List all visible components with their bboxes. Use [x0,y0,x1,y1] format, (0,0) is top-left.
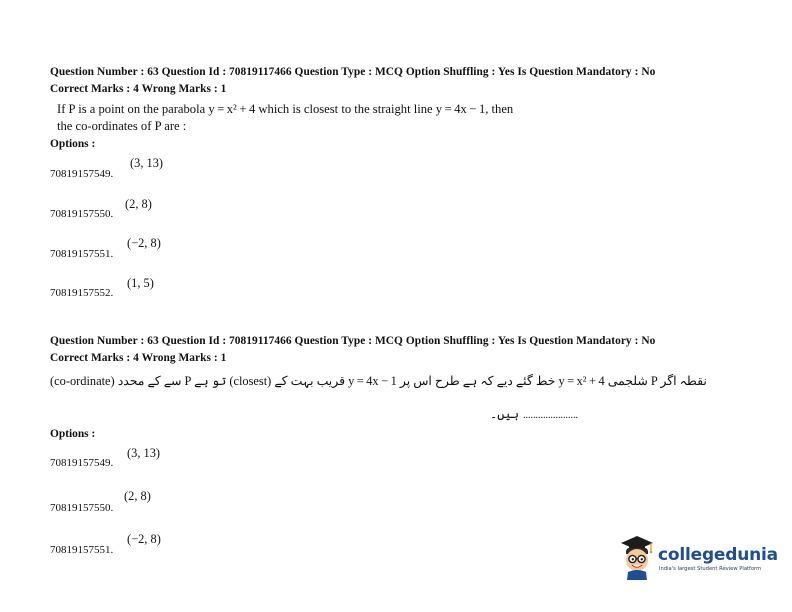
q1-option-id: 70819157549. [50,168,114,180]
q2-option-id: 70819157549. [50,457,114,469]
q2-option-id: 70819157551. [50,544,114,556]
collegedunia-wordmark: collegedunia [658,545,778,565]
q1-marks-line: Correct Marks : 4 Wrong Marks : 1 [50,83,227,95]
q2-options-label: Options : [50,428,96,440]
q2-question-text-urdu-line2 [470,405,578,423]
q1-option-id: 70819157550. [50,208,114,220]
student-mascot-icon [617,534,657,580]
q2-blank-dots: ...................... [523,410,578,421]
collegedunia-tagline: India's largest Student Review Platform [659,566,762,572]
q2-option-value: (−2, 8) [127,532,161,546]
q2-option-value: (3, 13) [127,446,161,460]
q1-option-value: (−2, 8) [127,236,161,250]
q1-question-text-line1: If P is a point on the parabola y = x² + 4 which is closest to the straight line y = 4x − 1, then [57,102,514,116]
q2-option-value: (2, 8) [124,489,151,503]
q1-question-text-line2: the co-ordinates of P are : [57,119,187,133]
q1-option-id: 70819157552. [50,287,114,299]
q1-options-label: Options : [50,138,96,150]
q2-urdu-word: ہیں۔ [489,407,519,421]
q1-meta-line: Question Number : 63 Question Id : 70819117466 Question Type : MCQ Option Shuffling : Yes Is Question Mandatory : No [50,66,656,78]
q2-option-id: 70819157550. [50,502,114,514]
q1-option-value: (3, 13) [130,156,164,170]
q2-meta-line: Question Number : 63 Question Id : 70819117466 Question Type : MCQ Option Shuffling : Yes Is Question Mandatory : No [50,335,656,347]
q1-option-value: (1, 5) [127,276,154,290]
collegedunia-watermark [617,534,777,584]
q2-question-text-urdu: (co-ordinate) سے کے محدد P تو ہے (closest) قریب بہت کے y = 4x − 1 خط گئے دیے کہ ہے طرح اس پر y = x² + 4 شلجمی P نقطہ اگر [50,374,707,388]
q1-option-value: (2, 8) [125,197,152,211]
q2-marks-line: Correct Marks : 4 Wrong Marks : 1 [50,352,227,364]
q1-option-id: 70819157551. [50,248,114,260]
